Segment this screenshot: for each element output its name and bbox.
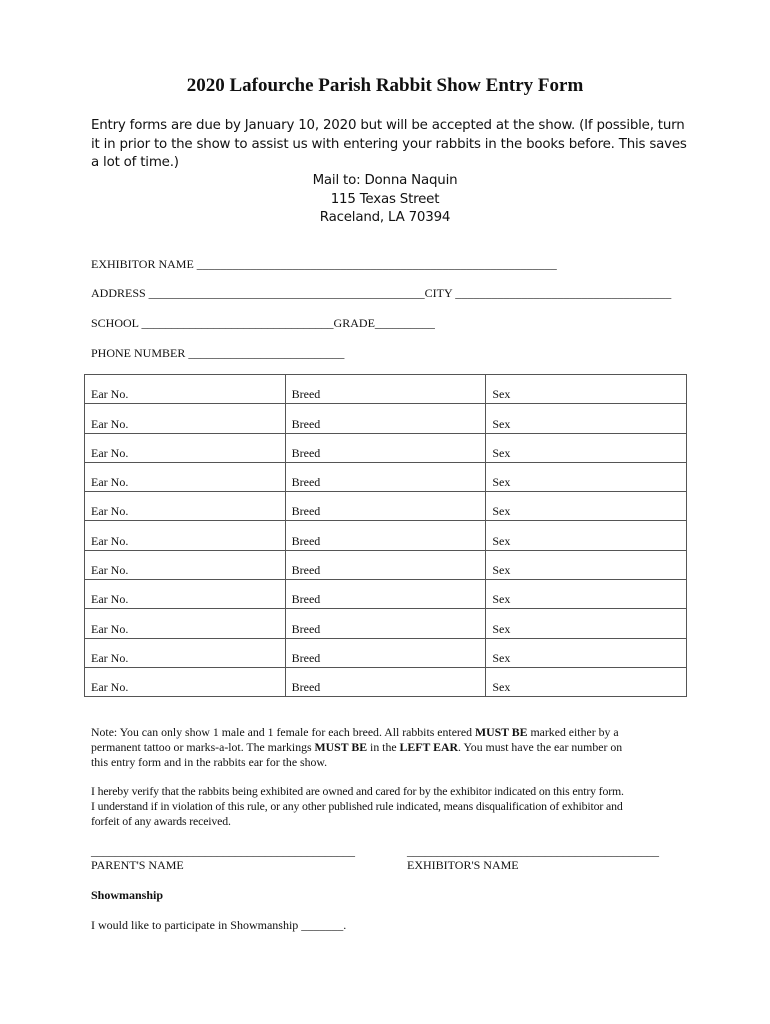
school-grade-field[interactable]: SCHOOL ________________________________GRADE__________ <box>91 316 435 330</box>
ear-number-cell[interactable]: Ear No. <box>85 433 286 462</box>
phone-number-field[interactable]: PHONE NUMBER __________________________ <box>91 346 345 360</box>
mail-city: Raceland, LA 70394 <box>319 210 451 225</box>
note-line: Note: You can only show 1 male and 1 female for each breed. All rabbits entered MUST BE marked either by a <box>91 725 619 739</box>
address-city-field[interactable]: ADDRESS ______________________________________________CITY ____________________________________ <box>91 286 672 300</box>
mailing-address <box>0 172 770 228</box>
ear-number-cell[interactable]: Ear No. <box>85 521 286 550</box>
ear-number-cell[interactable]: Ear No. <box>85 375 286 404</box>
breed-cell[interactable]: Breed <box>285 462 486 491</box>
sex-cell[interactable]: Sex <box>486 667 687 696</box>
ear-number-cell[interactable]: Ear No. <box>85 550 286 579</box>
breed-cell[interactable]: Breed <box>285 521 486 550</box>
mail-street: 115 Texas Street <box>330 191 440 207</box>
sex-cell[interactable]: Sex <box>486 433 687 462</box>
sex-cell[interactable]: Sex <box>486 375 687 404</box>
breed-cell[interactable]: Breed <box>285 375 486 404</box>
sex-cell[interactable]: Sex <box>486 638 687 667</box>
ear-number-cell[interactable]: Ear No. <box>85 609 286 638</box>
breed-cell[interactable]: Breed <box>285 492 486 521</box>
showmanship-field[interactable]: I would like to participate in Showmanship _______. <box>91 918 347 932</box>
showmanship-heading: Showmanship <box>91 888 164 902</box>
exhibitor-name-label: EXHIBITOR'S NAME <box>407 858 519 872</box>
ear-number-cell[interactable]: Ear No. <box>85 638 286 667</box>
sex-cell[interactable]: Sex <box>486 404 687 433</box>
intro-line: it in prior to the show to assist us with entering your rabbits in the books before. This saves <box>91 136 687 152</box>
ear-number-cell[interactable]: Ear No. <box>85 580 286 609</box>
rabbit-entry-table <box>84 374 687 697</box>
mail-to: Mail to: Donna Naquin <box>312 173 458 188</box>
breed-cell[interactable]: Breed <box>285 404 486 433</box>
sex-cell[interactable]: Sex <box>486 580 687 609</box>
note-paragraph <box>91 725 691 770</box>
ear-number-cell[interactable]: Ear No. <box>85 667 286 696</box>
breed-cell[interactable]: Breed <box>285 580 486 609</box>
breed-cell[interactable]: Breed <box>285 609 486 638</box>
entry-row <box>85 638 687 667</box>
verify-line: forfeit of any awards received. <box>91 814 231 828</box>
exhibitor-signature-line[interactable]: __________________________________________ <box>407 844 659 858</box>
sex-cell[interactable]: Sex <box>486 492 687 521</box>
verification-paragraph <box>91 784 691 829</box>
entry-row <box>85 492 687 521</box>
parent-name-label: PARENT'S NAME <box>91 858 184 872</box>
exhibitor-name-field[interactable]: EXHIBITOR NAME ____________________________________________________________ <box>91 257 557 271</box>
form-title: 2020 Lafourche Parish Rabbit Show Entry Form <box>186 75 584 96</box>
entry-row <box>85 521 687 550</box>
entry-row <box>85 375 687 404</box>
ear-number-cell[interactable]: Ear No. <box>85 462 286 491</box>
ear-number-cell[interactable]: Ear No. <box>85 404 286 433</box>
intro-paragraph <box>91 117 691 173</box>
ear-number-cell[interactable]: Ear No. <box>85 492 286 521</box>
verify-line: I understand if in violation of this rule, or any other published rule indicated, means disqualification of exhibitor and <box>91 799 623 813</box>
entry-row <box>85 580 687 609</box>
entry-row <box>85 462 687 491</box>
intro-line: Entry forms are due by January 10, 2020 but will be accepted at the show. (If possible, turn <box>91 118 685 133</box>
sex-cell[interactable]: Sex <box>486 550 687 579</box>
breed-cell[interactable]: Breed <box>285 550 486 579</box>
breed-cell[interactable]: Breed <box>285 667 486 696</box>
sex-cell[interactable]: Sex <box>486 462 687 491</box>
intro-line: a lot of time.) <box>91 155 179 170</box>
sex-cell[interactable]: Sex <box>486 521 687 550</box>
sex-cell[interactable]: Sex <box>486 609 687 638</box>
entry-row <box>85 609 687 638</box>
entry-row <box>85 404 687 433</box>
entry-row <box>85 667 687 696</box>
note-line: permanent tattoo or marks-a-lot. The markings MUST BE in the LEFT EAR. You must have the ear number on <box>91 740 623 754</box>
parent-signature-line[interactable]: ____________________________________________ <box>91 844 355 858</box>
breed-cell[interactable]: Breed <box>285 433 486 462</box>
entry-row <box>85 433 687 462</box>
breed-cell[interactable]: Breed <box>285 638 486 667</box>
note-line: this entry form and in the rabbits ear for the show. <box>91 755 328 769</box>
entry-row <box>85 550 687 579</box>
verify-line: I hereby verify that the rabbits being exhibited are owned and cared for by the exhibitor indicated on this entry form. <box>91 784 624 798</box>
